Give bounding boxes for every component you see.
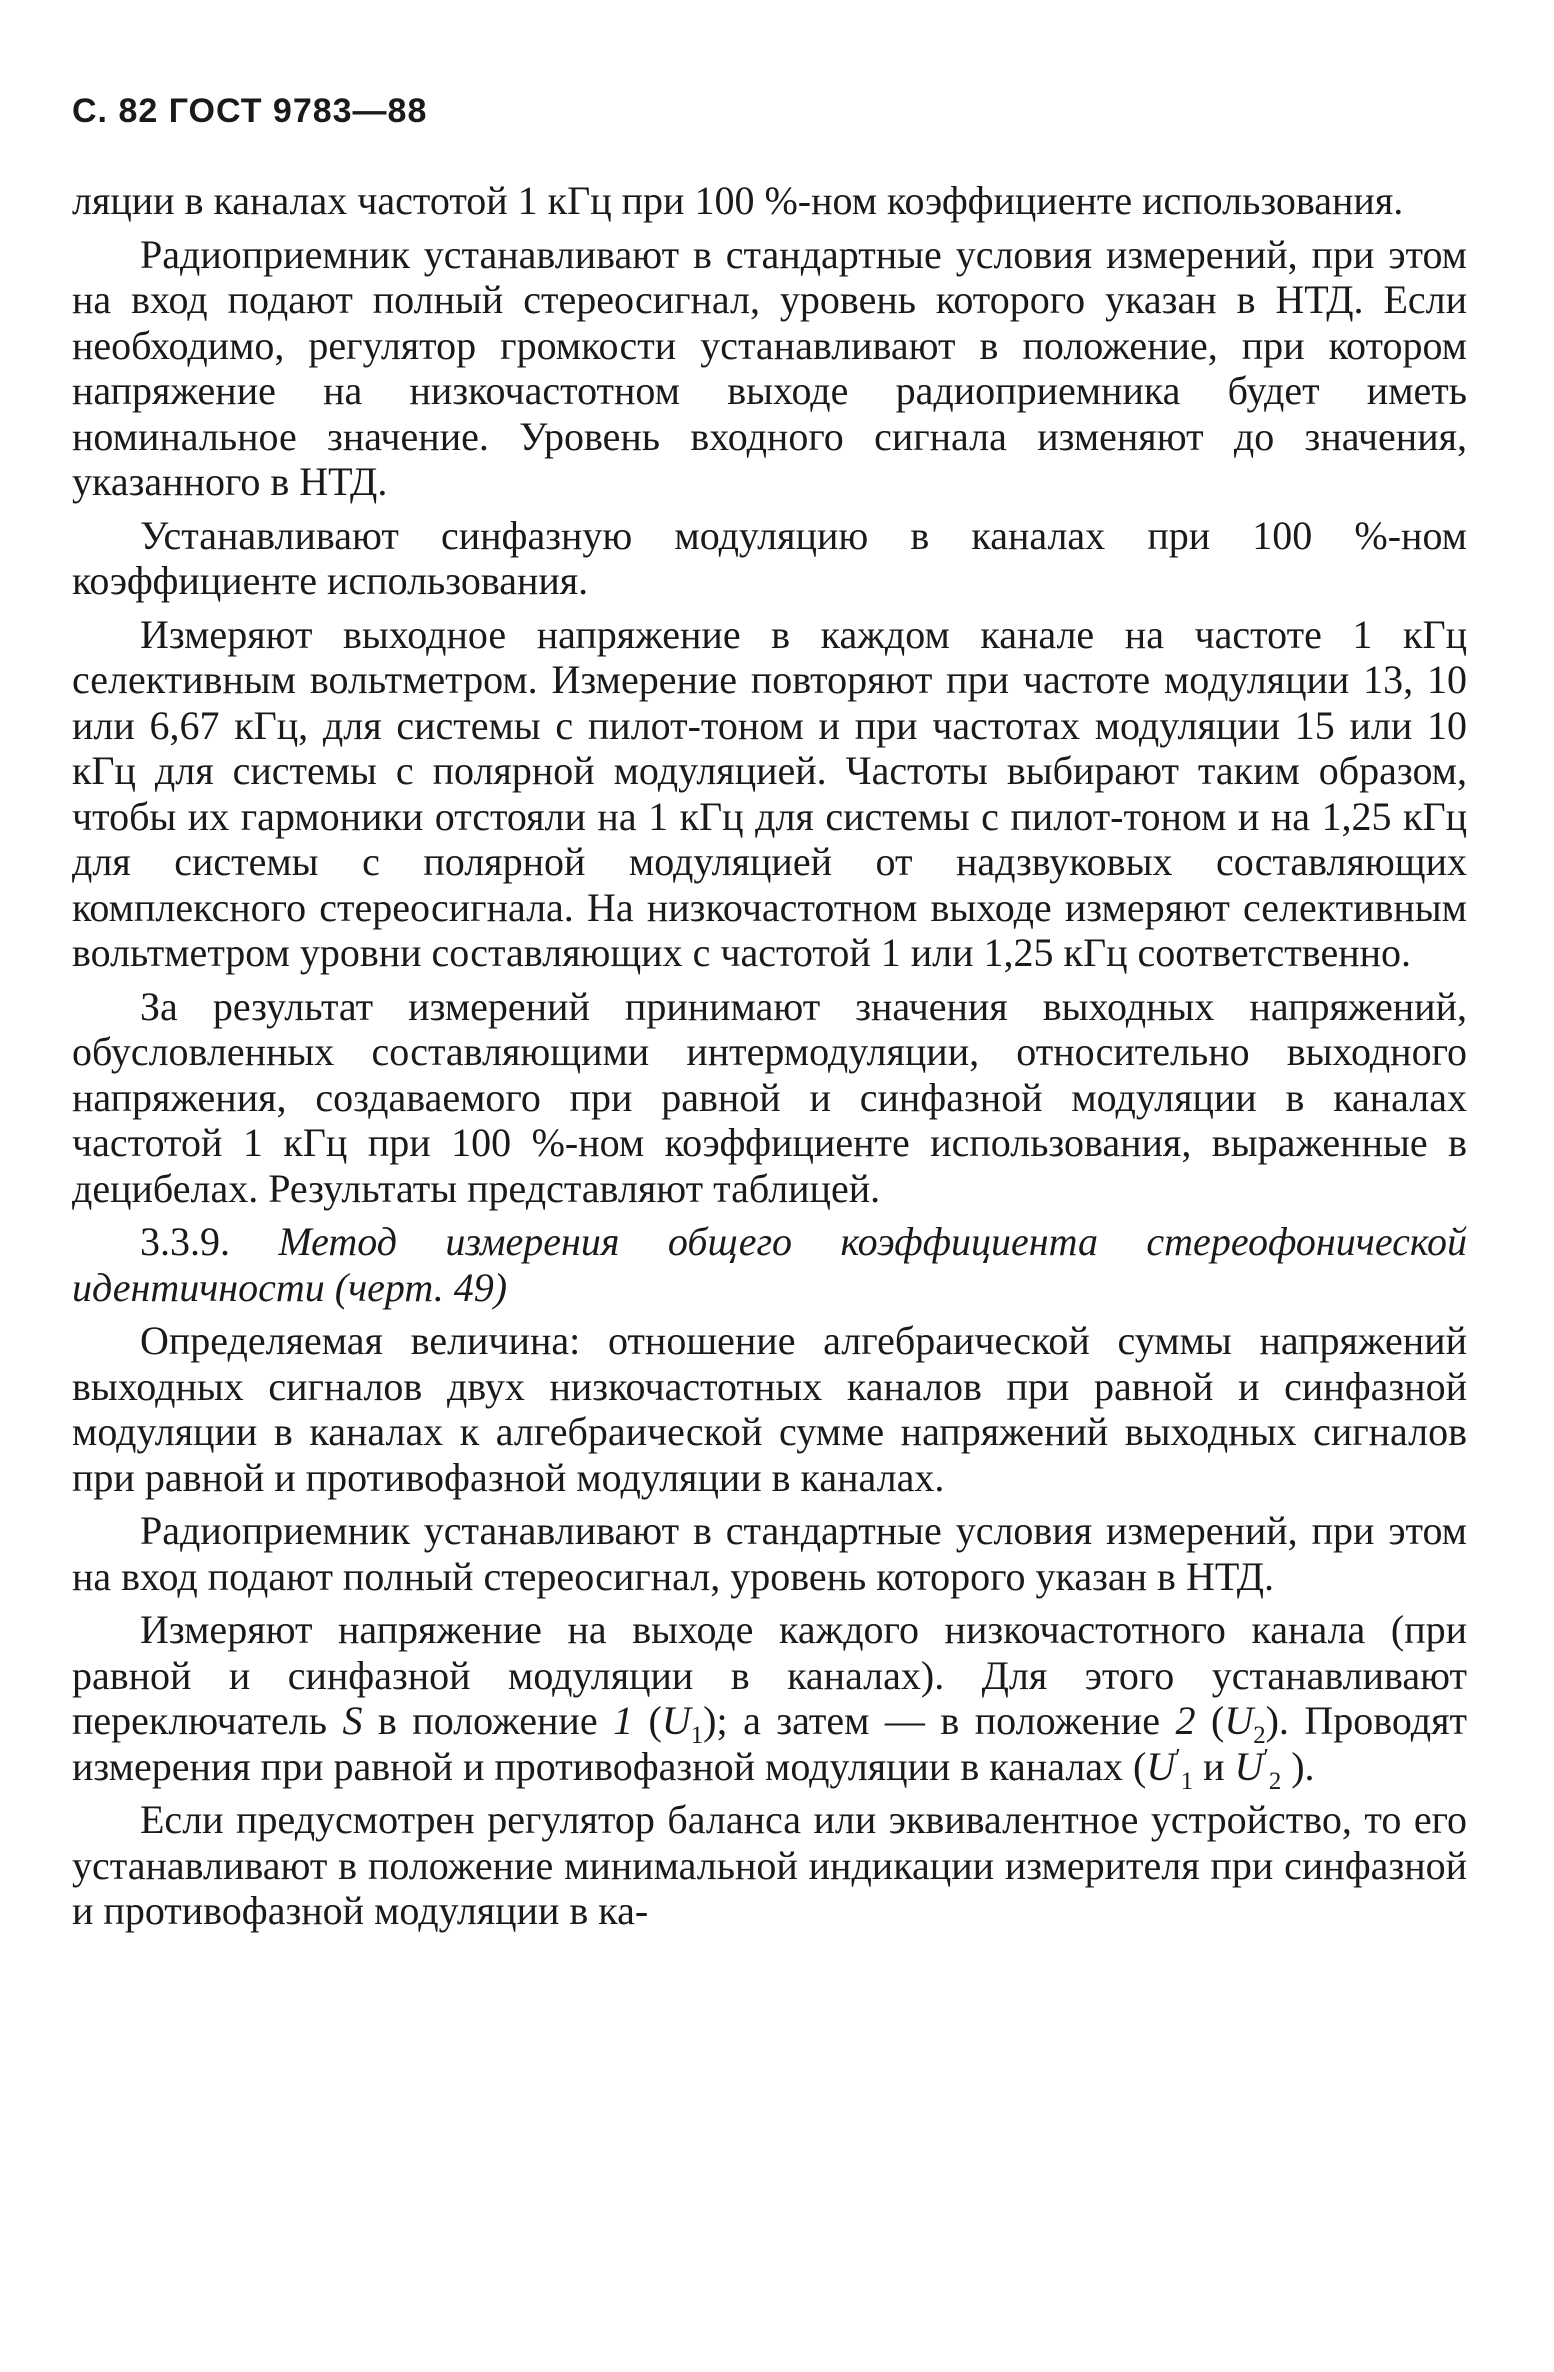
voltage-symbol-u1: U <box>661 1698 691 1743</box>
position-2: 2 <box>1175 1698 1196 1743</box>
subscript-2: 2 <box>1253 1722 1266 1749</box>
subscript-1-prime: 1 <box>1180 1767 1194 1795</box>
subscript-1: 1 <box>690 1722 704 1749</box>
voltage-symbol-u2-prime: U <box>1234 1743 1264 1789</box>
text-run: ( <box>633 1698 662 1743</box>
paragraph-measurement: Измеряют выходное напряжение в каждом канале на частоте 1 кГц селективным вольтметром. Измерение повторяют при частоте модуляции 13, 10 или 6,67 кГц, для системы с пилот-тоном и при частотах модуляции 15 или 10 кГц для системы с полярной модуляцией. Частоты выбирают таким образом, чтобы их гармоники отстояли на 1 кГц для системы с пилот-тоном и на 1,25 кГц для системы с полярной модуляцией от надзвуковых составляющих комплексного стереосигнала. На низкочастотном выходе измеряют селективным вольтметром уровни составляющих с частотой 1 или 1,25 кГц соответственно. <box>72 611 1467 975</box>
text-run: в положение <box>362 1698 614 1743</box>
voltage-symbol-u1-prime: U <box>1146 1743 1176 1789</box>
section-title: Метод измерения общего коэффициента стереофонической идентичности (черт. 49) <box>72 1219 1468 1310</box>
voltage-symbol-u2: U <box>1224 1698 1254 1743</box>
text-run: ); а затем — в положение <box>703 1698 1176 1743</box>
paragraph-definition: Определяемая величина: отношение алгебраической суммы напряжений выходных сигналов двух низкочастотных каналов при равной и синфазной модуляции в каналах к алгебраической сумме напряжений выходных сигналов при равной и противофазной модуляции в каналах. <box>72 1318 1467 1500</box>
text-run: Измеряют напряжение на выходе каждого низкочастотного канала (при равной и синфазной модуляции в каналах). Для этого устанавливают переключатель <box>72 1607 1467 1743</box>
section-heading-3-3-9 <box>72 1219 1467 1310</box>
position-1: 1 <box>613 1698 634 1743</box>
text-run: и <box>1193 1743 1235 1789</box>
page-header: С. 82 ГОСТ 9783—88 <box>72 92 428 130</box>
subscript-2-prime: 2 <box>1268 1767 1282 1795</box>
switch-symbol: S <box>342 1698 363 1743</box>
paragraph-continuation: ляции в каналах частотой 1 кГц при 100 %-ном коэффициенте использования. <box>72 178 1404 223</box>
paragraph-modulation: Устанавливают синфазную модуляцию в каналах при 100 %-ном коэффициенте использования. <box>72 512 1467 603</box>
text-run: ( <box>1195 1698 1225 1743</box>
prime-mark-2: ′ <box>1263 1744 1269 1772</box>
text-run: ). Проводят измерения при равной и противофазной модуляции в каналах ( <box>72 1698 1467 1789</box>
paragraph-setup-2: Радиоприемник устанавливают в стандартные условия измерений, при этом на вход подают полный стереосигнал, уровень которого указан в НТД. <box>72 1508 1467 1599</box>
section-number: 3.3.9. <box>140 1219 230 1264</box>
paragraph-setup: Радиоприемник устанавливают в стандартные условия измерений, при этом на вход подают полный стереосигнал, уровень которого указан в НТД. Если необходимо, регулятор громкости устанавливают в положение, при котором напряжение на низкочастотном выходе радиоприемника будет иметь номинальное значение. Уровень входного сигнала изменяют до значения, указанного в НТД. <box>72 231 1467 504</box>
text-run: ). <box>1281 1743 1315 1789</box>
page-body <box>72 178 1467 1942</box>
prime-mark-1: ′ <box>1175 1744 1181 1772</box>
paragraph-result: За результат измерений принимают значения выходных напряжений, обусловленных составляющими интермодуляции, относительно выходного напряжения, создаваемого при равной и синфазной модуляции в каналах частотой 1 кГц при 100 %-ном коэффициенте использования, выраженные в децибелах. Результаты представляют таблицей. <box>72 983 1467 1211</box>
paragraph-balance: Если предусмотрен регулятор баланса или эквивалентное устройство, то его устанавливают в положение минимальной индикации измерителя при синфазной и противофазной модуляции в ка- <box>72 1797 1467 1933</box>
paragraph-switch-measurement <box>72 1607 1467 1795</box>
